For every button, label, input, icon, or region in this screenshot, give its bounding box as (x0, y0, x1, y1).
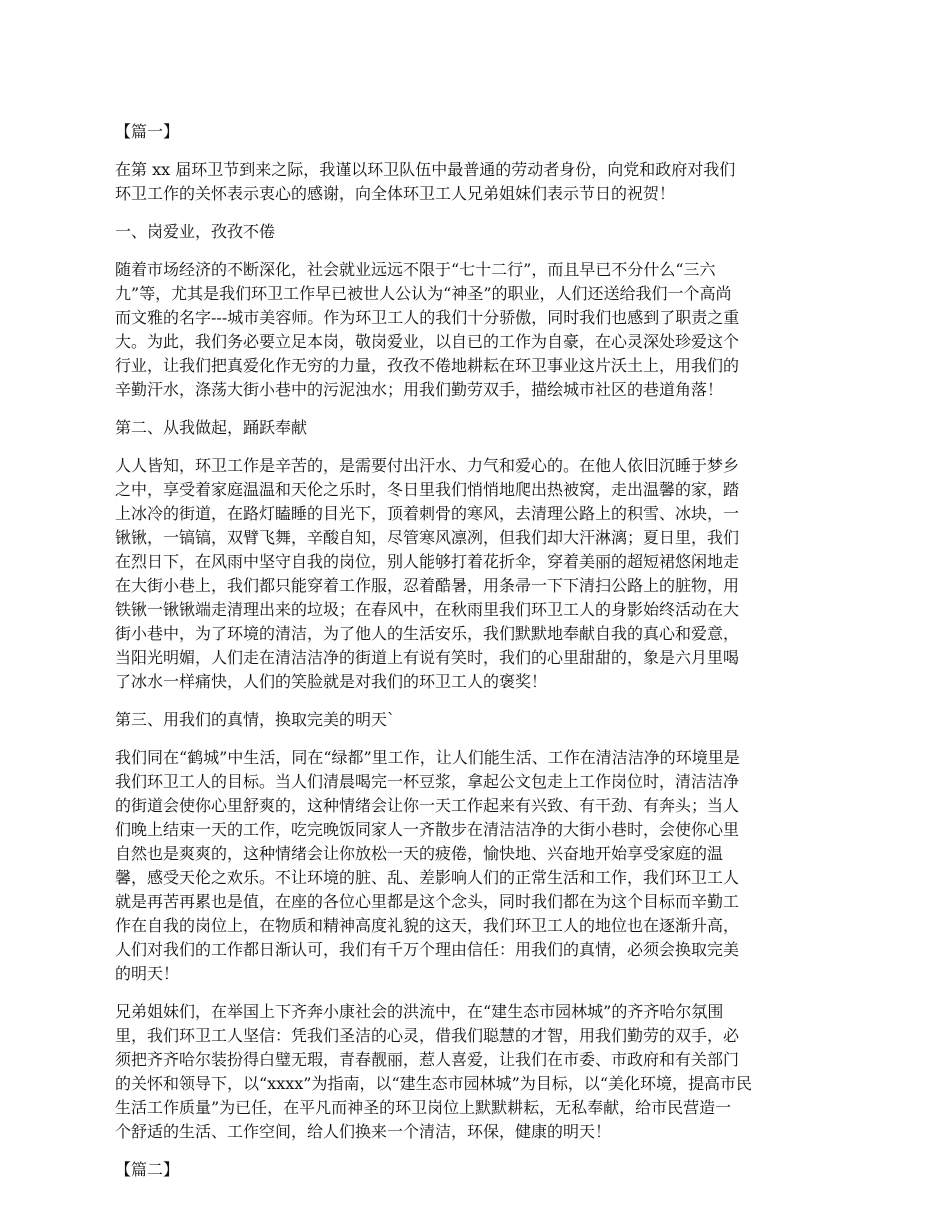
document-page (115, 120, 841, 1196)
paragraph-1 (115, 258, 841, 402)
paragraph-line: 在大街小巷上，我们都只能穿着工作服，忍着酷暑，用条帚一下下清扫公路上的脏物，用 (115, 576, 740, 595)
paragraph-line: 环卫工作的关怀表示衷心的感谢，向全体环卫工人兄弟姐妹们表示节日的祝贺！ (115, 184, 676, 203)
paragraph-line: 个舒适的生活、工作空间，给人们换来一个清洁，环保，健康的明天！ (115, 1122, 612, 1141)
paragraph-line: 锹锹，一镐镐，双臂飞舞，辛酸自知，尽管寒风凛冽，但我们却大汗淋漓；夏日里，我们 (115, 528, 740, 547)
heading-text: 第二、从我做起，踊跃奉献 (115, 418, 308, 437)
paragraph-line: 之中，享受着家庭温温和天伦之乐时，冬日里我们悄悄地爬出热被窝，走出温馨的家，踏 (115, 480, 740, 499)
paragraph-2 (115, 454, 841, 694)
paragraph-line: 就是再苦再累也是值，在座的各位心里都是这个念头，同时我们都在为这个目标而辛勤工 (115, 892, 740, 911)
paragraph-line: 的街道会使你心里舒爽的，这种情绪会让你一天工作起来有兴致、有干劲、有奔头；当人 (115, 796, 740, 815)
paragraph-line: 兄弟姐妹们，在举国上下齐奔小康社会的洪流中，在“建生态市园林城”的齐齐哈尔氛围 (115, 1002, 724, 1021)
paragraph-line: 我们同在“鹤城”中生活，同在“绿都”里工作，让人们能生活、工作在清洁洁净的环境里是 (115, 748, 740, 767)
heading-3 (115, 708, 841, 732)
paragraph-4 (115, 1000, 841, 1144)
section-title (115, 1158, 841, 1182)
heading-text: 一、岗爱业，孜孜不倦 (115, 222, 276, 241)
paragraph-line: 了冰水一样痛快，人们的笑脸就是对我们的环卫工人的褒奖！ (115, 672, 548, 691)
paragraph-line: 我们环卫工人的目标。当人们清晨喝完一杯豆浆，拿起公文包走上工作岗位时，清洁洁净 (115, 772, 740, 791)
paragraph-line: 自然也是爽爽的，这种情绪会让你放松一天的疲倦，愉快地、兴奋地开始享受家庭的温 (115, 844, 724, 863)
paragraph-line: 在第 xx 届环卫节到来之际，我谨以环卫队伍中最普通的劳动者身份，向党和政府对我们 (115, 160, 736, 179)
paragraph-line: 行业，让我们把真爱化作无穷的力量，孜孜不倦地耕耘在环卫事业这片沃土上，用我们的 (115, 356, 740, 375)
heading-text: 第三、用我们的真情，换取完美的明天` (115, 710, 396, 729)
paragraph-line: 在烈日下，在风雨中坚守自我的岗位，别人能够打着花折伞，穿着美丽的超短裙悠闲地走 (115, 552, 740, 571)
paragraph-line: 的明天！ (115, 964, 180, 983)
paragraph-line: 随着市场经济的不断深化，社会就业远远不限于“七十二行”，而且早已不分什么“三六 (115, 260, 716, 279)
paragraph-line: 里，我们环卫工人坚信：凭我们圣洁的心灵，借我们聪慧的才智，用我们勤劳的双手，必 (115, 1026, 740, 1045)
paragraph-line: 作在自我的岗位上，在物质和精神高度礼貌的这天，我们环卫工人的地位也在逐渐升高， (115, 916, 740, 935)
paragraph-line: 当阳光明媚，人们走在清洁洁净的街道上有说有笑时，我们的心里甜甜的，象是六月里喝 (115, 648, 740, 667)
paragraph-line: 人们对我们的工作都日渐认可，我们有千万个理由信任：用我们的真情，必须会换取完美 (115, 940, 740, 959)
paragraph-line: 人人皆知，环卫工作是辛苦的，是需要付出汗水、力气和爱心的。在他人依旧沉睡于梦乡 (115, 456, 740, 475)
paragraph-line: 们晚上结束一天的工作，吃完晚饭同家人一齐散步在清洁洁净的大街小巷时，会使你心里 (115, 820, 740, 839)
paragraph-line: 九”等，尤其是我们环卫工作早已被世人公认为“神圣”的职业，人们还送给我们一个高尚 (115, 284, 732, 303)
paragraph-line: 铁锹一锹锹端走清理出来的垃圾；在春风中，在秋雨里我们环卫工人的身影始终活动在大 (115, 600, 740, 619)
heading-1 (115, 220, 841, 244)
paragraph-line: 街小巷中，为了环境的清洁，为了他人的生活安乐，我们默默地奉献自我的真心和爱意， (115, 624, 740, 643)
paragraph-line: 的关怀和领导下，以“xxxx”为指南，以“建生态市园林城”为目标，以“美化环境，提高市民 (115, 1074, 752, 1093)
paragraph-3 (115, 746, 841, 986)
paragraph-line: 生活工作质量”为已任，在平凡而神圣的环卫岗位上默默耕耘，无私奉献，给市民营造一 (115, 1098, 732, 1117)
paragraph-line: 而文雅的名字---城市美容师。作为环卫工人的我们十分骄傲，同时我们也感到了职责之重 (115, 308, 740, 327)
intro-paragraph (115, 158, 841, 206)
section-title-text: 【篇二】 (115, 1160, 180, 1179)
section-title-text: 【篇一】 (115, 122, 180, 141)
paragraph-line: 上冰冷的街道，在路灯瞌睡的目光下，顶着刺骨的寒风，去清理公路上的积雪、冰块，一 (115, 504, 740, 523)
paragraph-line: 辛勤汗水，涤荡大街小巷中的污泥浊水；用我们勤劳双手，描绘城市社区的巷道角落！ (115, 380, 724, 399)
section-title (115, 120, 841, 144)
paragraph-line: 须把齐齐哈尔装扮得白璧无瑕，青春靓丽，惹人喜爱，让我们在市委、市政府和有关部门 (115, 1050, 740, 1069)
paragraph-line: 馨，感受天伦之欢乐。不让环境的脏、乱、差影响人们的正常生活和工作，我们环卫工人 (115, 868, 740, 887)
paragraph-line: 大。为此，我们务必要立足本岗，敬岗爱业，以自已的工作为自豪，在心灵深处珍爱这个 (115, 332, 740, 351)
heading-2 (115, 416, 841, 440)
